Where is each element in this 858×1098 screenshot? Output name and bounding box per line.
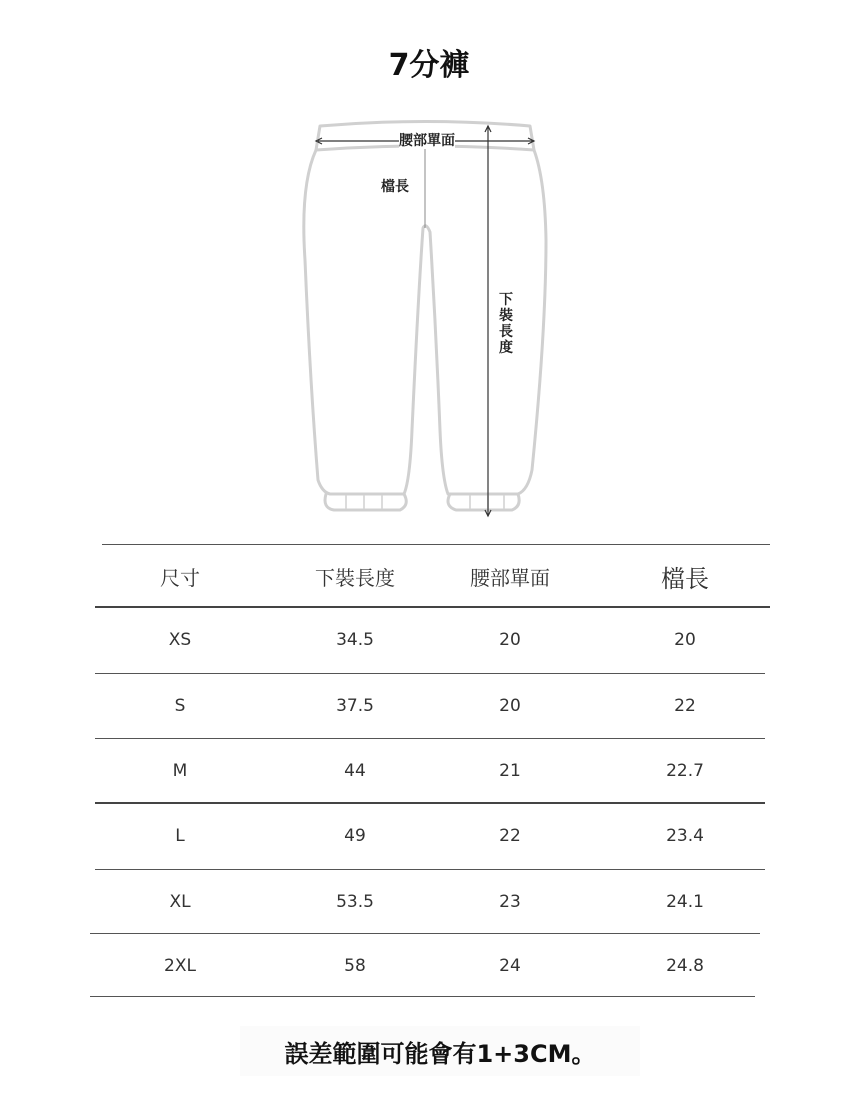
cell-length: 53.5 (336, 892, 374, 912)
table-header-row (90, 546, 770, 606)
cell-rise: 23.4 (666, 826, 704, 846)
cell-rise: 22 (674, 696, 696, 716)
cell-length: 34.5 (336, 630, 374, 650)
cell-length: 44 (344, 761, 366, 781)
cell-length: 37.5 (336, 696, 374, 716)
length-label-char: 裝 (499, 308, 513, 324)
cell-waist: 24 (499, 956, 521, 976)
header-length: 下裝長度 (315, 565, 395, 590)
cell-waist: 20 (499, 696, 521, 716)
cell-rise: 24.8 (666, 956, 704, 976)
header-rise: 檔長 (661, 564, 709, 593)
cell-size: S (174, 696, 186, 716)
table-row (90, 936, 770, 996)
cell-size: M (172, 761, 188, 781)
cell-waist: 21 (499, 761, 521, 781)
cell-size: XS (168, 630, 192, 650)
cell-waist: 23 (499, 892, 521, 912)
tolerance-note: 誤差範圍可能會有1+3CM。 (240, 1026, 640, 1076)
cell-rise: 20 (674, 630, 696, 650)
length-label-char: 下 (499, 292, 513, 308)
cell-rise: 24.1 (666, 892, 704, 912)
table-row (90, 610, 770, 670)
cell-size: 2XL (164, 956, 196, 976)
cell-length: 49 (344, 826, 366, 846)
pants-diagram (0, 0, 858, 540)
length-label-char: 度 (499, 340, 513, 356)
cell-size: L (175, 826, 185, 846)
page-title: 7分褲 (388, 48, 470, 83)
length-label-char: 長 (499, 324, 513, 340)
table-row (90, 806, 770, 866)
header-waist: 腰部單面 (470, 565, 550, 590)
cell-rise: 22.7 (666, 761, 704, 781)
waist-label: 腰部單面 (399, 133, 455, 149)
table-row (90, 872, 770, 932)
table-row (90, 676, 770, 736)
cell-waist: 20 (499, 630, 521, 650)
cell-waist: 22 (499, 826, 521, 846)
rise-label: 檔長 (381, 179, 409, 195)
cell-length: 58 (344, 956, 366, 976)
header-size: 尺寸 (160, 565, 200, 590)
table-row (90, 741, 770, 801)
length-label (498, 292, 514, 356)
cell-size: XL (169, 892, 191, 912)
